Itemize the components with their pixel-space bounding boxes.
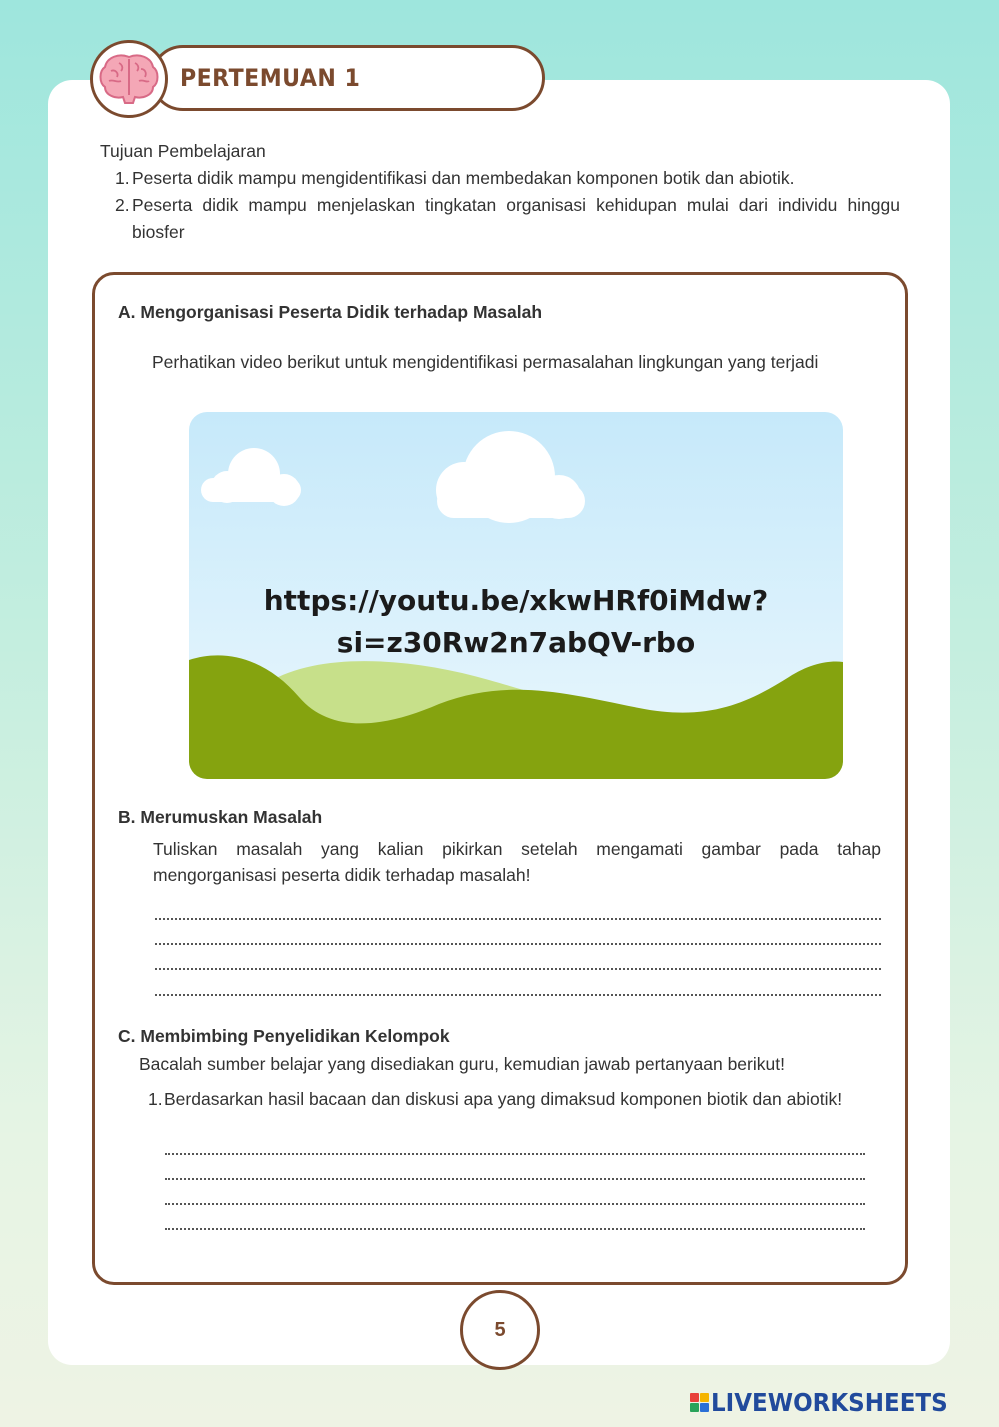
section-a-title: A. Mengorganisasi Peserta Didik terhadap Masalah (118, 302, 543, 322)
section-a-instruction: Perhatikan video berikut untuk mengidentifikasi permasalahan lingkungan yang terjadi (152, 352, 819, 372)
objective-item (100, 192, 900, 246)
video-thumbnail[interactable] (189, 412, 843, 779)
answer-line[interactable] (165, 1203, 865, 1205)
video-link-line: https://youtu.be/xkwHRf0iMdw? (263, 584, 769, 617)
video-link-line: si=z30Rw2n7abQV-rbo (336, 626, 696, 659)
answer-line[interactable] (165, 1153, 865, 1155)
answer-line[interactable] (155, 943, 881, 945)
logo-tile (690, 1403, 699, 1412)
logo-tile (690, 1393, 699, 1402)
logo-tile (700, 1393, 709, 1402)
question-text: Berdasarkan hasil bacaan dan diskusi apa yang dimaksud komponen biotik dan abiotik! (164, 1089, 843, 1109)
objectives-heading: Tujuan Pembelajaran (100, 141, 266, 161)
section-c-instruction: Bacalah sumber belajar yang disediakan guru, kemudian jawab pertanyaan berikut! (139, 1054, 785, 1074)
brain-badge (90, 40, 168, 118)
logo-tile (700, 1403, 709, 1412)
objective-number: 1. (115, 168, 130, 188)
objective-number: 2. (115, 195, 130, 215)
section-b-instruction: Tuliskan masalah yang kalian pikirkan setelah mengamati gambar pada tahap mengorganisasi peserta didik terhadap masalah! (153, 839, 881, 885)
answer-line[interactable] (155, 918, 881, 920)
liveworksheets-logo-icon (690, 1393, 709, 1412)
learning-objectives (100, 138, 900, 246)
answer-line[interactable] (165, 1228, 865, 1230)
question-number: 1. (148, 1089, 163, 1109)
page-number: 5 (460, 1290, 540, 1370)
liveworksheets-brand (690, 1388, 968, 1417)
video-link[interactable] (189, 580, 843, 664)
section-c-title: C. Membimbing Penyelidikan Kelompok (118, 1026, 450, 1046)
answer-line[interactable] (155, 994, 881, 996)
objective-text: Peserta didik mampu menjelaskan tingkatan organisasi kehidupan mulai dari individu hinggu biosfer (132, 195, 900, 242)
brand-name: LIVEWORKSHEETS (711, 1388, 948, 1417)
objective-item (100, 165, 900, 192)
page-title: PERTEMUAN 1 (180, 64, 361, 92)
brain-icon (97, 51, 161, 107)
answer-line[interactable] (155, 968, 881, 970)
objective-text: Peserta didik mampu mengidentifikasi dan membedakan komponen botik dan abiotik. (132, 168, 795, 188)
answer-line[interactable] (165, 1178, 865, 1180)
section-b-title: B. Merumuskan Masalah (118, 807, 323, 827)
